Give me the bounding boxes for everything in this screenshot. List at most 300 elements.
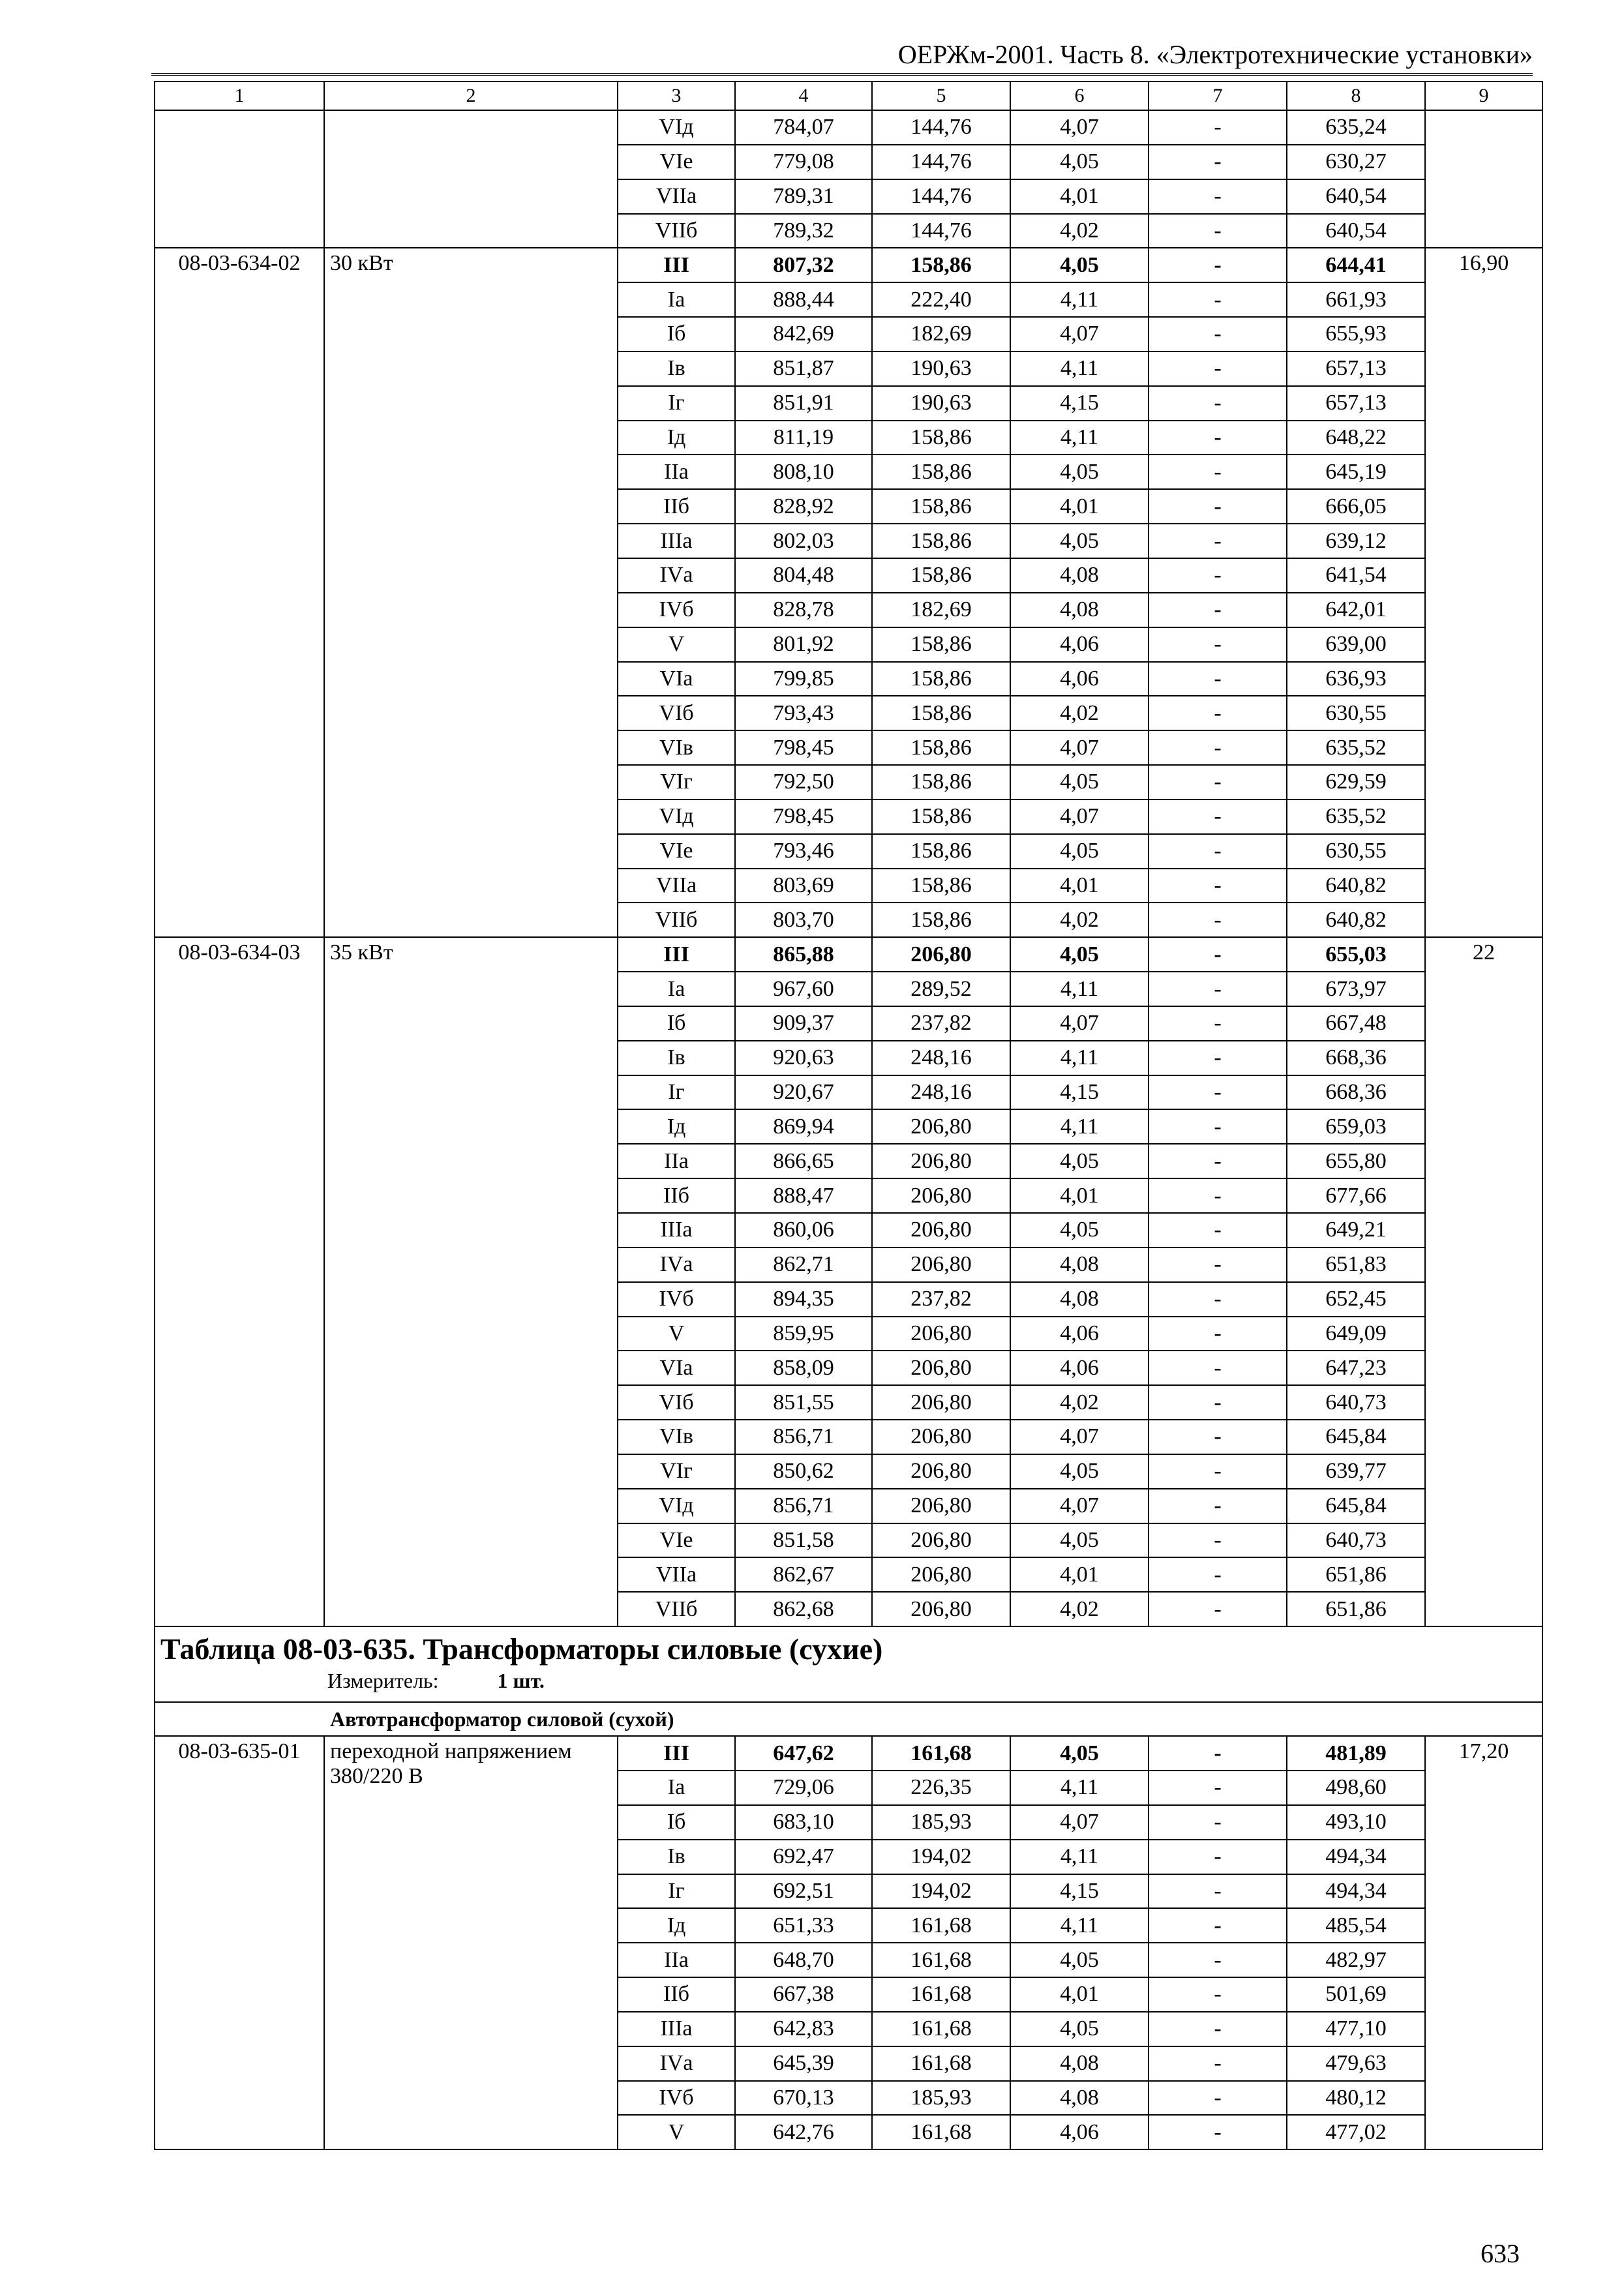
- price-value: 651,83: [1287, 1248, 1425, 1282]
- price-value: -: [1149, 524, 1287, 558]
- price-value: 185,93: [872, 2081, 1010, 2116]
- column-number: 5: [872, 82, 1010, 110]
- zone-code: VIд: [618, 1489, 735, 1523]
- price-value: 630,55: [1287, 834, 1425, 869]
- price-value: 158,86: [872, 903, 1010, 937]
- price-value: 804,48: [735, 558, 872, 593]
- price-value: 4,06: [1010, 2115, 1149, 2149]
- price-value: 636,93: [1287, 662, 1425, 696]
- price-value: -: [1149, 730, 1287, 765]
- price-value: 856,71: [735, 1420, 872, 1454]
- price-value: -: [1149, 1006, 1287, 1041]
- zone-code: Iг: [618, 1874, 735, 1909]
- price-value: 4,06: [1010, 1317, 1149, 1351]
- price-value: 640,82: [1287, 869, 1425, 903]
- price-value: 190,63: [872, 352, 1010, 386]
- price-value: 640,73: [1287, 1523, 1425, 1558]
- price-value: -: [1149, 2046, 1287, 2081]
- price-value: -: [1149, 1041, 1287, 1075]
- zone-code: Iв: [618, 1041, 735, 1075]
- price-value: 4,11: [1010, 1840, 1149, 1874]
- price-value: -: [1149, 1109, 1287, 1144]
- price-value: 494,34: [1287, 1840, 1425, 1874]
- price-value: 4,11: [1010, 1109, 1149, 1144]
- price-value: 4,05: [1010, 1523, 1149, 1558]
- price-value: -: [1149, 1908, 1287, 1943]
- price-value: 206,80: [872, 1178, 1010, 1213]
- price-value: 635,52: [1287, 800, 1425, 834]
- price-value: 206,80: [872, 1317, 1010, 1351]
- price-value: 144,76: [872, 214, 1010, 248]
- zone-code: Iа: [618, 282, 735, 317]
- price-value: 185,93: [872, 1805, 1010, 1840]
- price-value: 4,11: [1010, 282, 1149, 317]
- price-value: 648,22: [1287, 421, 1425, 455]
- price-value: -: [1149, 869, 1287, 903]
- price-value: 657,13: [1287, 386, 1425, 421]
- column-number: 2: [324, 82, 618, 110]
- price-value: 920,67: [735, 1075, 872, 1110]
- price-value: 858,09: [735, 1351, 872, 1385]
- price-value: 793,46: [735, 834, 872, 869]
- price-value: 647,23: [1287, 1351, 1425, 1385]
- zone-code: IVа: [618, 1248, 735, 1282]
- price-value: 226,35: [872, 1771, 1010, 1805]
- price-value: -: [1149, 352, 1287, 386]
- price-value: 655,03: [1287, 937, 1425, 972]
- price-value: 655,93: [1287, 317, 1425, 352]
- price-value: -: [1149, 179, 1287, 214]
- zone-code: IVа: [618, 558, 735, 593]
- price-value: 4,08: [1010, 2046, 1149, 2081]
- price-value: 485,54: [1287, 1908, 1425, 1943]
- price-value: 798,45: [735, 730, 872, 765]
- price-value: -: [1149, 317, 1287, 352]
- price-value: 4,08: [1010, 558, 1149, 593]
- price-value: 789,32: [735, 214, 872, 248]
- price-value: 158,86: [872, 696, 1010, 730]
- price-value: 807,32: [735, 248, 872, 282]
- price-value: 481,89: [1287, 1736, 1425, 1771]
- price-value: 828,78: [735, 593, 872, 627]
- price-value: 206,80: [872, 1385, 1010, 1420]
- price-value: 677,66: [1287, 1178, 1425, 1213]
- zone-code: IIIа: [618, 524, 735, 558]
- price-value: 851,58: [735, 1523, 872, 1558]
- price-value: 158,86: [872, 558, 1010, 593]
- price-value: 801,92: [735, 627, 872, 662]
- zone-code: IIа: [618, 1144, 735, 1178]
- price-value: -: [1149, 696, 1287, 730]
- price-value: 793,43: [735, 696, 872, 730]
- price-value: 161,68: [872, 1736, 1010, 1771]
- resource-name: [324, 110, 618, 248]
- price-value: 640,82: [1287, 903, 1425, 937]
- price-value: 158,86: [872, 765, 1010, 800]
- price-value: 657,13: [1287, 352, 1425, 386]
- zone-code: Iд: [618, 1908, 735, 1943]
- price-value: 630,27: [1287, 145, 1425, 179]
- price-value: 4,07: [1010, 317, 1149, 352]
- zone-code: IVб: [618, 1282, 735, 1317]
- zone-code: V: [618, 1317, 735, 1351]
- price-value: -: [1149, 903, 1287, 937]
- zone-code: Iв: [618, 1840, 735, 1874]
- price-value: -: [1149, 2081, 1287, 2116]
- price-value: 648,70: [735, 1943, 872, 1977]
- price-value: 661,93: [1287, 282, 1425, 317]
- price-value: 828,92: [735, 489, 872, 524]
- price-value: 206,80: [872, 1557, 1010, 1592]
- price-value: 629,59: [1287, 765, 1425, 800]
- price-value: 4,01: [1010, 869, 1149, 903]
- price-value: 4,05: [1010, 455, 1149, 489]
- price-value: 501,69: [1287, 1977, 1425, 2012]
- price-value: -: [1149, 1213, 1287, 1248]
- column-number: 3: [618, 82, 735, 110]
- price-value: 851,55: [735, 1385, 872, 1420]
- zone-code: Iг: [618, 1075, 735, 1110]
- price-value: 803,69: [735, 869, 872, 903]
- table-title: Таблица 08-03-635. Трансформаторы силовые (сухие): [160, 1632, 883, 1666]
- price-value: 692,47: [735, 1840, 872, 1874]
- zone-code: VIIа: [618, 869, 735, 903]
- price-value: 194,02: [872, 1840, 1010, 1874]
- price-value: -: [1149, 1144, 1287, 1178]
- price-value: 4,01: [1010, 489, 1149, 524]
- price-value: -: [1149, 834, 1287, 869]
- price-value: -: [1149, 489, 1287, 524]
- price-value: -: [1149, 1874, 1287, 1909]
- zone-code: III: [618, 248, 735, 282]
- price-value: -: [1149, 1977, 1287, 2012]
- table-title-row: [155, 1626, 1542, 1702]
- table-row: [155, 937, 1542, 972]
- page-number: 633: [1481, 2239, 1520, 2268]
- running-header: ОЕРЖм-2001. Часть 8. «Электротехнические установки»: [897, 40, 1533, 69]
- price-value: 856,71: [735, 1489, 872, 1523]
- price-value: 4,11: [1010, 1908, 1149, 1943]
- price-value: 161,68: [872, 2046, 1010, 2081]
- zone-code: VIа: [618, 662, 735, 696]
- zone-code: VIIб: [618, 903, 735, 937]
- price-value: 645,84: [1287, 1420, 1425, 1454]
- price-value: -: [1149, 1420, 1287, 1454]
- price-value: 158,86: [872, 834, 1010, 869]
- price-value: 909,37: [735, 1006, 872, 1041]
- price-value: 4,07: [1010, 1489, 1149, 1523]
- price-value: 808,10: [735, 455, 872, 489]
- zone-code: Iа: [618, 1771, 735, 1805]
- price-value: 206,80: [872, 1523, 1010, 1558]
- price-value: -: [1149, 421, 1287, 455]
- price-value: 158,86: [872, 627, 1010, 662]
- price-value: 4,15: [1010, 1874, 1149, 1909]
- price-value: 869,94: [735, 1109, 872, 1144]
- zone-code: IVб: [618, 593, 735, 627]
- resource-code: 08-03-634-03: [155, 937, 324, 1626]
- price-value: 4,02: [1010, 214, 1149, 248]
- price-value: -: [1149, 1317, 1287, 1351]
- price-value: 802,03: [735, 524, 872, 558]
- price-value: 666,05: [1287, 489, 1425, 524]
- zone-code: VIе: [618, 834, 735, 869]
- price-value: -: [1149, 1523, 1287, 1558]
- price-value: 144,76: [872, 145, 1010, 179]
- price-value: 498,60: [1287, 1771, 1425, 1805]
- price-value: 640,73: [1287, 1385, 1425, 1420]
- price-per-unit: 17,20: [1425, 1736, 1542, 2149]
- price-value: 642,01: [1287, 593, 1425, 627]
- price-value: 4,02: [1010, 1592, 1149, 1626]
- price-value: 651,86: [1287, 1592, 1425, 1626]
- price-value: 630,55: [1287, 696, 1425, 730]
- price-value: 649,21: [1287, 1213, 1425, 1248]
- table-body: [155, 82, 1542, 2149]
- column-number: 9: [1425, 82, 1542, 110]
- price-value: 161,68: [872, 1908, 1010, 1943]
- price-value: 493,10: [1287, 1805, 1425, 1840]
- price-value: 4,15: [1010, 1075, 1149, 1110]
- price-value: 862,71: [735, 1248, 872, 1282]
- price-value: 477,10: [1287, 2012, 1425, 2046]
- zone-code: VIд: [618, 800, 735, 834]
- price-value: -: [1149, 558, 1287, 593]
- zone-code: IIIа: [618, 2012, 735, 2046]
- price-value: 182,69: [872, 593, 1010, 627]
- price-value: 248,16: [872, 1041, 1010, 1075]
- price-value: 692,51: [735, 1874, 872, 1909]
- price-value: 206,80: [872, 937, 1010, 972]
- meter-label: Измеритель:: [327, 1669, 439, 1693]
- price-value: 4,05: [1010, 524, 1149, 558]
- price-value: -: [1149, 1943, 1287, 1977]
- price-per-unit: [1425, 110, 1542, 248]
- price-value: 850,62: [735, 1454, 872, 1489]
- price-value: -: [1149, 972, 1287, 1006]
- price-value: 4,06: [1010, 627, 1149, 662]
- price-value: 639,12: [1287, 524, 1425, 558]
- price-value: -: [1149, 1736, 1287, 1771]
- table-row: [155, 110, 1542, 145]
- zone-code: VIг: [618, 1454, 735, 1489]
- price-value: 888,47: [735, 1178, 872, 1213]
- price-value: -: [1149, 627, 1287, 662]
- price-value: 862,67: [735, 1557, 872, 1592]
- price-value: 477,02: [1287, 2115, 1425, 2149]
- zone-code: Iб: [618, 317, 735, 352]
- price-value: 4,05: [1010, 248, 1149, 282]
- price-value: -: [1149, 1592, 1287, 1626]
- price-value: 667,38: [735, 1977, 872, 2012]
- price-value: 158,86: [872, 524, 1010, 558]
- price-value: 645,84: [1287, 1489, 1425, 1523]
- price-value: 158,86: [872, 489, 1010, 524]
- price-value: 289,52: [872, 972, 1010, 1006]
- zone-code: Iг: [618, 386, 735, 421]
- price-value: 4,06: [1010, 1351, 1149, 1385]
- table-title-cell: [155, 1626, 1542, 1702]
- price-value: 967,60: [735, 972, 872, 1006]
- price-value: 862,68: [735, 1592, 872, 1626]
- zone-code: IIа: [618, 455, 735, 489]
- price-value: -: [1149, 1771, 1287, 1805]
- zone-code: V: [618, 2115, 735, 2149]
- subheading: Автотрансформатор силовой (сухой): [155, 1702, 1542, 1736]
- resource-code: 08-03-635-01: [155, 1736, 324, 2149]
- zone-code: VIIа: [618, 1557, 735, 1592]
- price-value: 920,63: [735, 1041, 872, 1075]
- price-value: -: [1149, 282, 1287, 317]
- price-value: 4,07: [1010, 730, 1149, 765]
- zone-code: IIа: [618, 1943, 735, 1977]
- price-value: 4,06: [1010, 662, 1149, 696]
- table-row: [155, 248, 1542, 282]
- price-value: -: [1149, 1805, 1287, 1840]
- price-value: 4,15: [1010, 386, 1149, 421]
- price-value: 640,54: [1287, 179, 1425, 214]
- price-value: 4,07: [1010, 800, 1149, 834]
- zone-code: VIе: [618, 1523, 735, 1558]
- price-value: 673,97: [1287, 972, 1425, 1006]
- price-value: -: [1149, 937, 1287, 972]
- price-value: 894,35: [735, 1282, 872, 1317]
- meter-line: [155, 1668, 1542, 1694]
- resource-name: переходной напряжением 380/220 В: [324, 1736, 618, 2149]
- resource-name: 30 кВт: [324, 248, 618, 937]
- price-value: 494,34: [1287, 1874, 1425, 1909]
- resource-code: [155, 110, 324, 248]
- column-number: 6: [1010, 82, 1149, 110]
- price-value: 865,88: [735, 937, 872, 972]
- price-value: 4,05: [1010, 1454, 1149, 1489]
- price-value: 670,13: [735, 2081, 872, 2116]
- price-value: 647,62: [735, 1736, 872, 1771]
- price-value: 158,86: [872, 869, 1010, 903]
- zone-code: IIб: [618, 1178, 735, 1213]
- zone-code: III: [618, 937, 735, 972]
- subheading-row: [155, 1702, 1542, 1736]
- price-value: 4,07: [1010, 1805, 1149, 1840]
- price-value: 161,68: [872, 1943, 1010, 1977]
- price-value: 237,82: [872, 1282, 1010, 1317]
- price-value: 655,80: [1287, 1144, 1425, 1178]
- price-value: 206,80: [872, 1109, 1010, 1144]
- column-number-row: [155, 82, 1542, 110]
- price-value: 792,50: [735, 765, 872, 800]
- zone-code: Iб: [618, 1805, 735, 1840]
- zone-code: Iа: [618, 972, 735, 1006]
- price-value: 206,80: [872, 1489, 1010, 1523]
- price-value: 4,05: [1010, 1736, 1149, 1771]
- price-value: -: [1149, 1282, 1287, 1317]
- zone-code: Iв: [618, 352, 735, 386]
- zone-code: IVб: [618, 2081, 735, 2116]
- price-value: 779,08: [735, 145, 872, 179]
- price-value: 4,08: [1010, 1248, 1149, 1282]
- price-value: 4,07: [1010, 1006, 1149, 1041]
- price-value: 190,63: [872, 386, 1010, 421]
- zone-code: VIа: [618, 1351, 735, 1385]
- price-value: -: [1149, 593, 1287, 627]
- price-value: -: [1149, 455, 1287, 489]
- price-value: 4,11: [1010, 1041, 1149, 1075]
- zone-code: VIб: [618, 1385, 735, 1420]
- price-value: 206,80: [872, 1592, 1010, 1626]
- price-value: 4,11: [1010, 1771, 1149, 1805]
- price-value: 4,05: [1010, 937, 1149, 972]
- zone-code: VIг: [618, 765, 735, 800]
- price-value: 158,86: [872, 421, 1010, 455]
- price-value: -: [1149, 1075, 1287, 1110]
- price-value: 4,08: [1010, 1282, 1149, 1317]
- price-value: 659,03: [1287, 1109, 1425, 1144]
- price-value: 4,02: [1010, 903, 1149, 937]
- price-value: 635,52: [1287, 730, 1425, 765]
- price-value: 144,76: [872, 110, 1010, 145]
- price-value: 4,01: [1010, 1977, 1149, 2012]
- price-value: 161,68: [872, 2012, 1010, 2046]
- price-value: 639,00: [1287, 627, 1425, 662]
- column-number: 1: [155, 82, 324, 110]
- price-value: 4,08: [1010, 2081, 1149, 2116]
- column-number: 7: [1149, 82, 1287, 110]
- price-value: 866,65: [735, 1144, 872, 1178]
- price-table: [154, 81, 1543, 2150]
- price-value: 161,68: [872, 1977, 1010, 2012]
- price-value: 4,02: [1010, 696, 1149, 730]
- zone-code: Iд: [618, 1109, 735, 1144]
- price-value: -: [1149, 2012, 1287, 2046]
- price-value: 798,45: [735, 800, 872, 834]
- price-value: 4,05: [1010, 834, 1149, 869]
- price-value: -: [1149, 248, 1287, 282]
- price-value: 161,68: [872, 2115, 1010, 2149]
- price-value: 651,86: [1287, 1557, 1425, 1592]
- table-row: [155, 1736, 1542, 1771]
- price-value: 482,97: [1287, 1943, 1425, 1977]
- zone-code: IIб: [618, 489, 735, 524]
- price-value: 4,11: [1010, 972, 1149, 1006]
- price-value: 851,91: [735, 386, 872, 421]
- price-per-unit: 16,90: [1425, 248, 1542, 937]
- price-value: 4,01: [1010, 1178, 1149, 1213]
- price-value: 799,85: [735, 662, 872, 696]
- meter-unit: 1 шт.: [497, 1669, 545, 1693]
- price-value: 842,69: [735, 317, 872, 352]
- price-value: 248,16: [872, 1075, 1010, 1110]
- price-value: -: [1149, 214, 1287, 248]
- price-value: 4,05: [1010, 145, 1149, 179]
- price-value: 639,77: [1287, 1454, 1425, 1489]
- price-value: -: [1149, 800, 1287, 834]
- zone-code: VIIб: [618, 214, 735, 248]
- price-value: 480,12: [1287, 2081, 1425, 2116]
- price-value: 644,41: [1287, 248, 1425, 282]
- price-value: 158,86: [872, 800, 1010, 834]
- price-value: 206,80: [872, 1213, 1010, 1248]
- price-value: 194,02: [872, 1874, 1010, 1909]
- price-value: 144,76: [872, 179, 1010, 214]
- column-number: 4: [735, 82, 872, 110]
- price-value: -: [1149, 1489, 1287, 1523]
- price-value: 645,39: [735, 2046, 872, 2081]
- price-value: 206,80: [872, 1144, 1010, 1178]
- price-value: 851,87: [735, 352, 872, 386]
- zone-code: IVа: [618, 2046, 735, 2081]
- price-value: -: [1149, 1557, 1287, 1592]
- price-value: -: [1149, 1351, 1287, 1385]
